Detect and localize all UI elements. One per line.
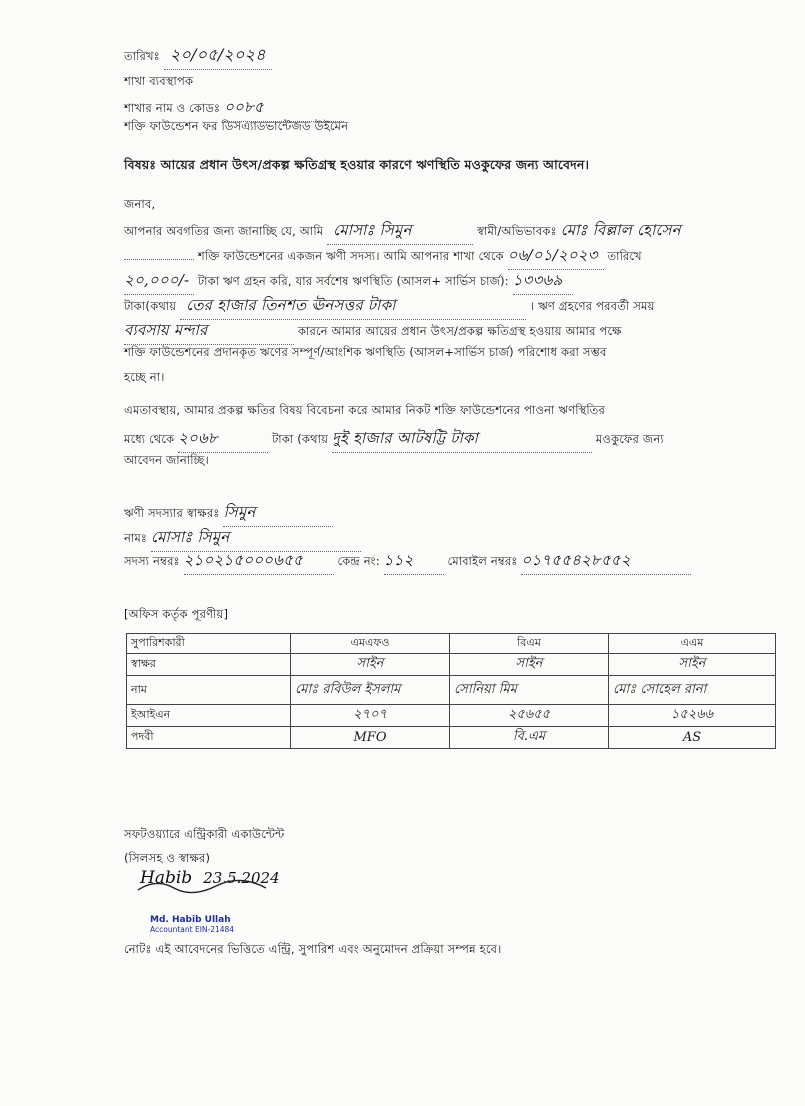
table-cell: মোঃ রবিউল ইসলাম	[291, 676, 450, 705]
date-line	[124, 42, 272, 70]
mobile-number: ০১৭৫৫৪২৮৫৫২	[521, 549, 691, 575]
table-cell: এমএফও	[291, 634, 450, 654]
waiver-amount-handwritten: ২০৬৮	[178, 427, 268, 453]
date-label: তারিখঃ	[124, 49, 160, 63]
applicant-name: মোসাঃ সিমুন	[151, 526, 361, 552]
branch-code: ০০৮৫	[224, 96, 344, 122]
table-cell: ইআইএন	[127, 705, 291, 727]
body-line-5	[124, 319, 622, 345]
table-cell: MFO	[291, 727, 450, 749]
signature-stroke	[136, 876, 336, 902]
table-row	[127, 654, 776, 676]
applicant-signature: সিমুন	[223, 501, 333, 527]
table-cell: ২৭০৭	[291, 705, 450, 727]
table-cell: স্বাক্ষর	[127, 654, 291, 676]
accountant-title: সফটওয়্যারে এন্ট্রিকারী একাউন্টেন্ট	[124, 827, 285, 841]
table-cell: ১৫২৬৬	[609, 705, 776, 727]
body-text: কারনে আমার আয়ের প্রধান উৎস/প্রকল্প ক্ষতিগ্রস্থ হওয়ায় আমার পক্ষে	[297, 324, 622, 338]
body-text: । ঋণ গ্রহণের পরবর্তী সময়	[530, 299, 655, 313]
date-value: ২০/০৫/২০২৪	[164, 42, 272, 70]
accountant-stamp	[150, 915, 234, 935]
body-text: টাকা(কথায়	[124, 299, 177, 313]
office-approval-table	[126, 633, 776, 749]
reason-handwritten: ব্যবসায় মন্দার	[124, 319, 294, 345]
stamp-name: Md. Habib Ullah	[150, 915, 231, 925]
body-line-1	[124, 219, 681, 245]
table-cell: সোনিয়া মিম	[450, 676, 609, 705]
body-text: টাকা (কথায়	[271, 432, 329, 446]
body-text: মধ্যে থেকে	[124, 432, 175, 446]
applicant-name-handwritten: মোসাঃ সিমুন	[327, 219, 473, 245]
table-cell: সুপারিশকারী	[127, 634, 291, 654]
body-text: তারিখে	[607, 249, 642, 263]
branch-label: শাখার নাম ও কোডঃ	[124, 101, 221, 115]
member-number: ২১০২১৫০০০৬৫৫	[184, 549, 334, 575]
body-text: টাকা ঋণ গ্রহন করি, যার সর্বশেষ ঋণস্থিতি (আসল+ সার্ভিস চার্জ):	[197, 274, 509, 288]
table-row	[127, 727, 776, 749]
body-line-7: হচ্ছে না।	[124, 370, 165, 384]
accountant-signature-text: Habib	[140, 868, 193, 888]
balance-in-words-handwritten: তের হাজার তিনশত ঊনসত্তর টাকা	[180, 294, 526, 320]
salutation: জনাব,	[124, 197, 156, 211]
member-label: সদস্য নম্বরঃ	[124, 554, 180, 568]
stamp-role: Accountant EIN-21484	[150, 925, 235, 934]
mobile-label: মোবাইল নম্বরঃ	[447, 554, 518, 568]
body-text: মওকুফের জন্য	[595, 432, 664, 446]
signature-cell: সাইন	[609, 654, 776, 676]
footer-note: নোটঃ এই আবেদনের ভিত্তিতে এন্ট্রি, সুপারিশ এবং অনুমোদন প্রক্রিয়া সম্পন্ন হবে।	[124, 942, 502, 956]
body-line-2	[124, 244, 642, 270]
addressee-line: শাখা ব্যবস্থাপক	[124, 74, 194, 88]
center-number: ১১২	[384, 549, 444, 575]
table-row	[127, 705, 776, 727]
body-line-10: আবেদন জানাচ্ছি।	[124, 453, 209, 467]
table-cell: বি.এম	[450, 727, 609, 749]
body-text: আপনার অবগতির জন্য জানাচ্ছি যে, আমি	[124, 224, 324, 238]
body-line-6: শক্তি ফাউন্ডেশনের প্রদানকৃত ঋণের সম্পূর্ণ/আংশিক ঋণস্থিতি (আসল+সার্ভিস চার্জ) পরিশোধ করা সম্ভব	[124, 345, 607, 359]
subject-line: বিষয়ঃ আয়ের প্রধান উৎস/প্রকল্প ক্ষতিগ্রস্থ হওয়ার কারণে ঋণস্থিতি মওকুফের জন্য আবেদন।	[124, 157, 590, 172]
body-line-8: এমতাবস্থায়, আমার প্রকল্প ক্ষতির বিষয় বিবেচনা করে আমার নিকট শক্তি ফাউন্ডেশনের পাওনা ঋণস্থিতির	[124, 403, 606, 417]
table-cell: নাম	[127, 676, 291, 705]
signature-cell: সাইন	[450, 654, 609, 676]
balance-handwritten: ১৩৩৬৯	[513, 269, 573, 295]
table-cell: বিএম	[450, 634, 609, 654]
table-cell: মোঃ সোহেল রানা	[609, 676, 776, 705]
table-row	[127, 676, 776, 705]
table-cell: ২৫৬৫৫	[450, 705, 609, 727]
table-cell: এএম	[609, 634, 776, 654]
body-line-4	[124, 294, 655, 320]
body-text: শক্তি ফাউন্ডেশনের একজন ঋণী সদস্য। আমি আপনার শাখা থেকে	[197, 249, 504, 263]
guardian-name-handwritten: মোঃ বিল্লাল হোসেন	[560, 221, 681, 239]
signature-cell: সাইন	[291, 654, 450, 676]
applicant-signature-line	[124, 501, 333, 527]
waiver-in-words-handwritten: দুই হাজার আটষট্টি টাকা	[332, 427, 592, 453]
loan-date-handwritten: ০৬/০১/২০২৩	[508, 244, 604, 270]
table-cell: AS	[609, 727, 776, 749]
accountant-signature	[140, 868, 280, 888]
loan-amount-handwritten: ২০,০০০/-	[124, 269, 194, 295]
center-label: কেন্দ্র নং:	[337, 554, 380, 568]
applicant-ids-line	[124, 549, 691, 575]
signature-label: ঋণী সদস্যার স্বাক্ষরঃ	[124, 506, 220, 520]
office-caption: [অফিস কর্তৃক পূরণীয়]	[124, 607, 229, 621]
body-text: স্বামী/অভিভাবকঃ	[477, 224, 557, 238]
accountant-seal-label: (সিলসহ ও স্বাক্ষর)	[124, 851, 211, 865]
body-line-3	[124, 269, 573, 295]
body-line-9	[124, 427, 664, 453]
table-cell: পদবী	[127, 727, 291, 749]
name-label: নামঃ	[124, 531, 148, 545]
accountant-signature-date: 23.5.2024	[203, 869, 280, 887]
organization-line: শক্তি ফাউন্ডেশন ফর ডিসএ্যাডভান্টেজড উইমেন	[124, 119, 349, 133]
table-header-row	[127, 634, 776, 654]
